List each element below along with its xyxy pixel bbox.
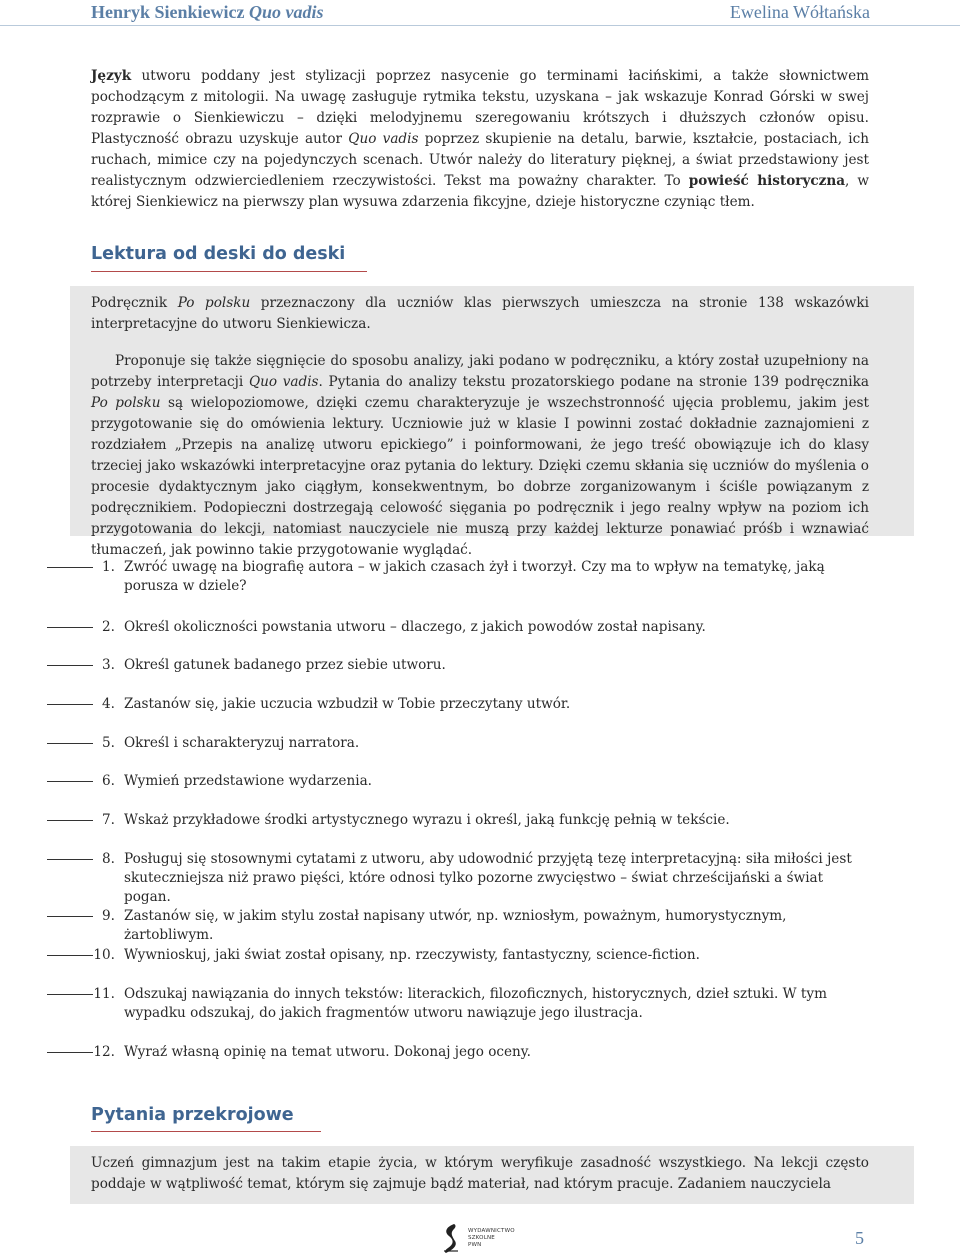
page-number: 5	[855, 1228, 864, 1248]
question-text: Zastanów się, jakie uczucia wzbudził w Tobie przeczytany utwór.	[124, 696, 571, 712]
intro-book-title: Quo vadis	[348, 131, 419, 147]
s1p1-book-title: Po polsku	[177, 295, 251, 311]
section1-box	[70, 286, 914, 558]
term-powiesc-historyczna: powieść historyczna	[688, 173, 846, 189]
section2-paragraph: Uczeń gimnazjum jest na takim etapie życia, w którym weryfikuje zasadność wszystkiego. Na lekcji często poddaje w wątpliwość temat, którym się zajmuje bądź materiał, nad którym pracuje. Zadaniem nauczyciela	[91, 1155, 869, 1192]
header-title	[91, 2, 324, 23]
header-book-title: Quo vadis	[249, 2, 324, 22]
question-number: 5.	[102, 735, 115, 751]
question-text: Zwróć uwagę na biografię autora – w jakich czasach żył i tworzył. Czy ma to wpływ na tematykę, jaką porusza w dziele?	[124, 559, 825, 594]
question-text: Wywnioskuj, jaki świat został opisany, np. rzeczywisty, fantastyczny, science-fiction.	[124, 947, 700, 963]
publisher-logo	[440, 1222, 515, 1254]
question-number: 11.	[93, 986, 115, 1002]
question-text: Zastanów się, w jakim stylu został napisany utwór, np. wzniosłym, poważnym, humorystycznym, żartobliwym.	[124, 908, 787, 943]
question-number: 12.	[93, 1044, 115, 1060]
answer-line	[47, 704, 93, 705]
section2-box	[70, 1146, 914, 1204]
question-text: Wskaż przykładowe środki artystycznego wyrazu i określ, jaką funkcję pełnią w tekście.	[124, 812, 730, 828]
answer-line	[47, 994, 93, 995]
s1p2-text-b: . Pytania do analizy tekstu prozatorskiego podane na stronie 139 podręcznika	[318, 374, 869, 390]
question-number: 6.	[102, 773, 115, 789]
s1p1-text-a: Podręcznik	[91, 295, 178, 311]
answer-line	[47, 567, 93, 568]
question-text: Określ okoliczności powstania utworu – dlaczego, z jakich powodów został napisany.	[124, 619, 706, 635]
question-text: Wyraź własną opinię na temat utworu. Dokonaj jego oceny.	[124, 1044, 532, 1060]
answer-line	[47, 665, 93, 666]
intro-text-1: utworu poddany jest stylizacji poprzez nasycenie go terminami łacińskimi, a także słownictwem pochodzącym z mitologii. Na uwagę zasługuje rytmika tekstu, uzyskana – jak wskazuje Konrad Górski w swej rozprawie o Sienkiewiczu – dzięki melodyjnemu szeregowaniu krótszych i dłuższych członów opisu. Plastyczność obrazu uzyskuje autor	[91, 68, 869, 147]
header-author: Henryk Sienkiewicz	[91, 2, 245, 22]
logo-line-2: SZKOLNE	[468, 1234, 495, 1241]
answer-line	[47, 955, 93, 956]
section-rule	[91, 271, 367, 272]
intro-paragraph	[91, 66, 869, 213]
s1p2-text-c: są wielopoziomowe, dzięki czemu charakteryzuje je wszechstronność ujęcia problemu, jakim jest przygotowanie się do omówienia lektury. Uczniowie już w klasie I powinni zostać dokładnie zaznajomieni z rozdziałem „Przepis na analizę utworu epickiego” i poinformowani, że jego treść obowiązuje ich do klasy trzeciej jako wskazówki interpretacyjne oraz pytania do lektury. Dzięki czemu skłania się uczniów do myślenia o procesie dydaktycznym jako ciągłym, konsekwentnym, bo dobrze zorganizowanym i ściśle powiązanym z podręcznikiem. Podopieczni dostrzegają celowość sięgania po podręcznik i jego realny wpływ na poziom ich przygotowania do lekcji, natomiast nauczyciele nie muszą przy każdej lekturze ponawiać próśb i wznawiać tłumaczeń, jak powinno takie przygotowanie wyglądać.	[91, 395, 869, 558]
intro-text-3: , w której Sienkiewicz na pierwszy plan wysuwa zdarzenia fikcyjne, dzieje historyczne czyniąc tłem.	[91, 173, 870, 210]
question-number: 2.	[102, 619, 115, 635]
s1p1-text-b: przeznaczony dla uczniów klas pierwszych umieszcza na stronie 138 wskazówki interpretacyjne do utworu Sienkiewicza.	[91, 295, 869, 332]
section-rule	[91, 1131, 321, 1132]
question-number: 1.	[102, 559, 115, 575]
section1-paragraph-1	[91, 293, 869, 335]
section1-paragraph-2	[91, 351, 869, 561]
question-number: 4.	[102, 696, 115, 712]
logo-line-3: PWN	[468, 1241, 482, 1248]
s1p2-text-a: Proponuje się także sięgnięcie do sposobu analizy, jaki podano w podręczniku, a który został uzupełniony na potrzeby interpretacji	[91, 353, 869, 390]
page-header	[0, 0, 960, 26]
question-number: 9.	[102, 908, 115, 924]
term-jezyk: Język	[91, 68, 132, 84]
answer-line	[47, 627, 93, 628]
s1p2-book-title: Quo vadis	[248, 374, 319, 390]
question-text: Odszukaj nawiązania do innych tekstów: literackich, filozoficznych, historycznych, dzieł sztuki. W tym wypadku odszukaj, do jakich fragmentów utworu nawiązuje jego ilustracja.	[124, 986, 827, 1021]
question-text: Określ i scharakteryzuj narratora.	[124, 735, 360, 751]
section-title-lektura: Lektura od deski do deski	[91, 244, 346, 264]
question-number: 3.	[102, 657, 115, 673]
section-title-pytania: Pytania przekrojowe	[91, 1105, 294, 1125]
question-number: 10.	[93, 947, 115, 963]
s1p2-textbook-title: Po polsku	[91, 395, 161, 411]
header-writer: Ewelina Wółtańska	[729, 2, 870, 22]
intro-text-2: poprzez skupienie na detalu, barwie, kształcie, postaciach, ich ruchach, mimice czy na pojedynczych scenach. Utwór należy do literatury pięknej, a świat przedstawiony jest realistycznym odzwierciedleniem rzeczywistości. Tekst ma poważny charakter. To	[91, 131, 870, 189]
answer-line	[47, 781, 93, 782]
question-text: Posługuj się stosownymi cytatami z utworu, aby udowodnić przyjętą tezę interpretacyjną: siła miłości jest skuteczniejsza niż prawo pięści, które odnosi tylko pozorne zwycięstwo – świat chrześcijański a świat pogan.	[124, 851, 852, 905]
question-text: Wymień przedstawione wydarzenia.	[124, 773, 373, 789]
question-number: 8.	[102, 851, 115, 867]
answer-line	[47, 859, 93, 860]
logo-line-1: WYDAWNICTWO	[468, 1227, 515, 1234]
question-number: 7.	[102, 812, 115, 828]
answer-line	[47, 1052, 93, 1053]
answer-line	[47, 916, 93, 917]
answer-line	[47, 820, 93, 821]
publisher-logo-text	[468, 1228, 515, 1249]
publisher-logo-icon	[440, 1222, 462, 1254]
question-text: Określ gatunek badanego przez siebie utworu.	[124, 657, 446, 673]
answer-line	[47, 743, 93, 744]
